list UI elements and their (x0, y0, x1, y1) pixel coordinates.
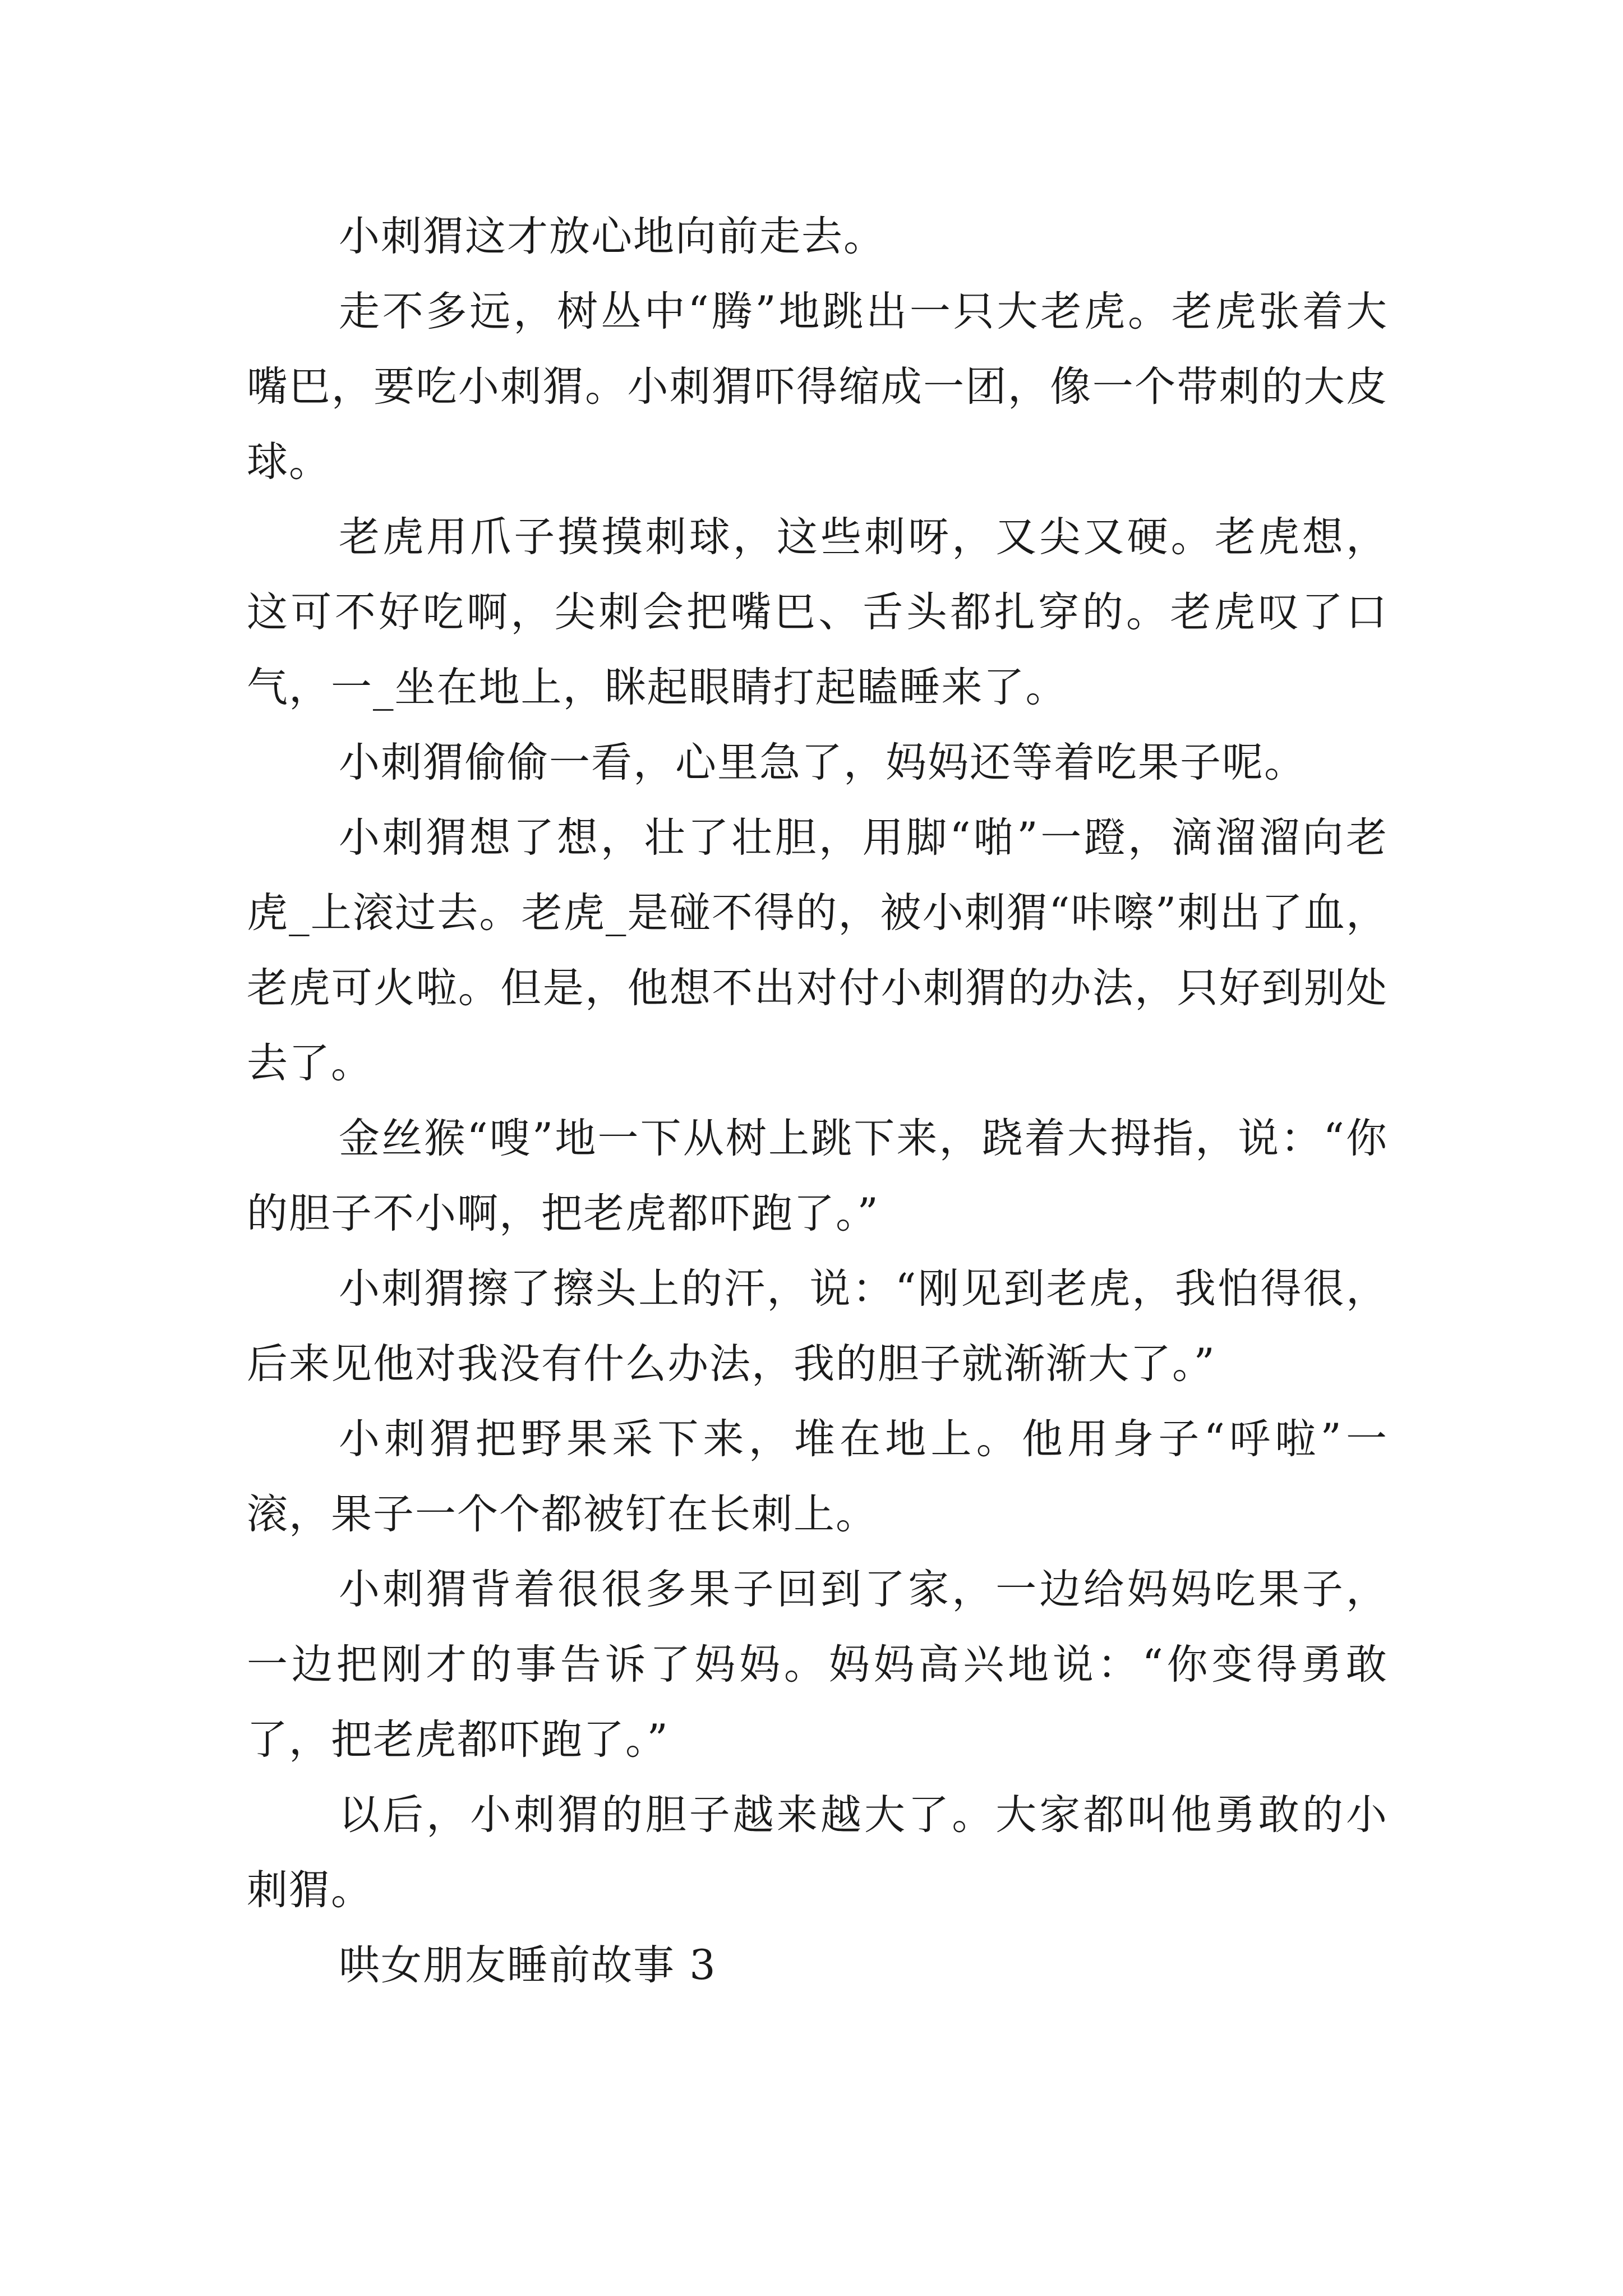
section-heading: 哄女朋友睡前故事 3 (339, 1941, 717, 1989)
paragraph-5: 小刺猬想了想，壮了壮胆，用脚“啪”一蹬，滴溜溜向老虎_上滚过去。老虎_是碰不得的，被小刺猬“咔嚓”刺出了血，老虎可火啦。但是，他想不出对付小刺猬的办法，只好到别处去了。 (247, 814, 1388, 1087)
paragraph-6: 金丝猴“嗖”地一下从树上跳下来，跷着大拇指，说：“你的胆子不小啊，把老虎都吓跑了。” (247, 1115, 1388, 1237)
paragraph-2: 走不多远，树丛中“腾”地跳出一只大老虎。老虎张着大嘴巴，要吃小刺猬。小刺猬吓得缩成一团，像一个带刺的大皮球。 (247, 288, 1388, 486)
paragraph-3: 老虎用爪子摸摸刺球，这些刺呀，又尖又硬。老虎想，这可不好吃啊，尖刺会把嘴巴、舌头都扎穿的。老虎叹了口气，一_坐在地上，眯起眼睛打起瞌睡来了。 (247, 513, 1388, 711)
story-text-body (247, 199, 1388, 2003)
paragraph-10: 以后，小刺猬的胆子越来越大了。大家都叫他勇敢的小刺猬。 (247, 1791, 1388, 1914)
paragraph-4: 小刺猬偷偷一看，心里急了，妈妈还等着吃果子呢。 (339, 739, 1306, 786)
paragraph-1: 小刺猬这才放心地向前走去。 (339, 213, 886, 260)
paragraph-9: 小刺猬背着很很多果子回到了家，一边给妈妈吃果子，一边把刚才的事告诉了妈妈。妈妈高兴地说：“你变得勇敢了，把老虎都吓跑了。” (247, 1566, 1388, 1764)
paragraph-8: 小刺猬把野果采下来，堆在地上。他用身子“呼啦”一滚，果子一个个都被钉在长刺上。 (247, 1415, 1388, 1538)
paragraph-7: 小刺猬擦了擦头上的汗，说：“刚见到老虎，我怕得很，后来见他对我没有什么办法，我的胆子就渐渐大了。” (247, 1265, 1388, 1388)
